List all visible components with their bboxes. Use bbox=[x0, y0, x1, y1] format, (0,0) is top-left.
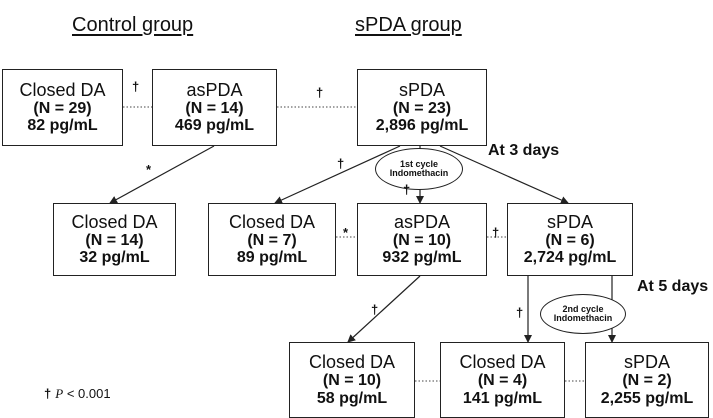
legend-p-letter: P bbox=[55, 386, 64, 401]
legend-text: < 0.001 bbox=[66, 386, 111, 401]
node-spda-bottom[interactable] bbox=[585, 342, 709, 418]
control-group-header: Control group bbox=[72, 14, 194, 36]
dagger-marker: † bbox=[337, 156, 345, 171]
node-value: 141 pg/mL bbox=[462, 389, 543, 407]
cycle-label-line1: 2nd cycle bbox=[562, 303, 604, 314]
node-value: 82 pg/mL bbox=[27, 117, 98, 135]
timepoint-5-days: At 5 days bbox=[637, 278, 709, 295]
legend bbox=[44, 386, 111, 402]
node-name: Closed DA bbox=[228, 211, 316, 232]
node-value: 58 pg/mL bbox=[316, 389, 388, 407]
node-value: 2,896 pg/mL bbox=[375, 117, 469, 135]
node-name: Closed DA bbox=[308, 352, 396, 373]
node-count: (N = 10) bbox=[392, 231, 452, 249]
node-value: 32 pg/mL bbox=[79, 249, 150, 267]
node-value: 2,724 pg/mL bbox=[523, 249, 617, 267]
node-closed-da-top[interactable] bbox=[2, 69, 123, 146]
legend-symbol: † bbox=[44, 386, 52, 401]
node-name: Closed DA bbox=[19, 79, 106, 100]
first-cycle-indomethacin-ellipse bbox=[375, 148, 463, 190]
node-value: 469 pg/mL bbox=[174, 117, 255, 135]
spda-group-header: sPDA group bbox=[355, 14, 462, 36]
node-count: (N = 7) bbox=[247, 231, 297, 249]
asterisk-marker: * bbox=[343, 225, 349, 240]
cycle-label-line2: Indomethacin bbox=[553, 313, 613, 323]
cycle-label-line2: Indomethacin bbox=[389, 168, 449, 178]
node-name: Closed DA bbox=[71, 211, 158, 232]
arrow-aspda-to-closed-control bbox=[110, 146, 214, 203]
node-closed-da-bottom-left[interactable] bbox=[289, 342, 415, 418]
node-name: sPDA bbox=[623, 352, 670, 373]
dagger-marker: † bbox=[132, 79, 140, 94]
node-count: (N = 29) bbox=[33, 99, 92, 117]
node-count: (N = 23) bbox=[392, 99, 452, 117]
node-count: (N = 2) bbox=[622, 372, 672, 390]
node-value: 932 pg/mL bbox=[382, 249, 462, 267]
node-count: (N = 4) bbox=[477, 372, 528, 390]
asterisk-marker: * bbox=[146, 162, 152, 177]
dagger-marker: † bbox=[316, 85, 324, 100]
node-value: 2,255 pg/mL bbox=[600, 389, 694, 407]
dagger-marker: † bbox=[403, 182, 411, 197]
node-name: asPDA bbox=[393, 211, 451, 232]
node-aspda-top[interactable] bbox=[152, 69, 277, 146]
node-count: (N = 14) bbox=[185, 99, 244, 117]
node-count: (N = 10) bbox=[322, 372, 382, 390]
node-closed-da-mid[interactable] bbox=[208, 203, 336, 276]
second-cycle-indomethacin-ellipse bbox=[540, 294, 626, 334]
node-value: 89 pg/mL bbox=[236, 249, 308, 267]
node-name: sPDA bbox=[398, 79, 445, 100]
dagger-marker: † bbox=[516, 305, 524, 320]
node-name: Closed DA bbox=[459, 352, 546, 373]
dagger-marker: † bbox=[371, 302, 379, 317]
node-count: (N = 6) bbox=[545, 231, 595, 249]
node-spda-top[interactable] bbox=[357, 69, 487, 146]
node-name: sPDA bbox=[546, 211, 593, 232]
node-spda-mid[interactable] bbox=[507, 203, 633, 276]
node-name: asPDA bbox=[186, 79, 243, 100]
dagger-marker: † bbox=[492, 225, 500, 240]
arrow-aspda-mid-to-closed-bottom bbox=[348, 276, 420, 342]
node-closed-da-bottom-mid[interactable] bbox=[440, 342, 565, 418]
timepoint-3-days: At 3 days bbox=[488, 142, 560, 159]
node-closed-da-control-mid[interactable] bbox=[53, 203, 176, 276]
node-aspda-mid[interactable] bbox=[357, 203, 487, 276]
cycle-label-line1: 1st cycle bbox=[399, 158, 439, 169]
node-count: (N = 14) bbox=[85, 231, 144, 249]
